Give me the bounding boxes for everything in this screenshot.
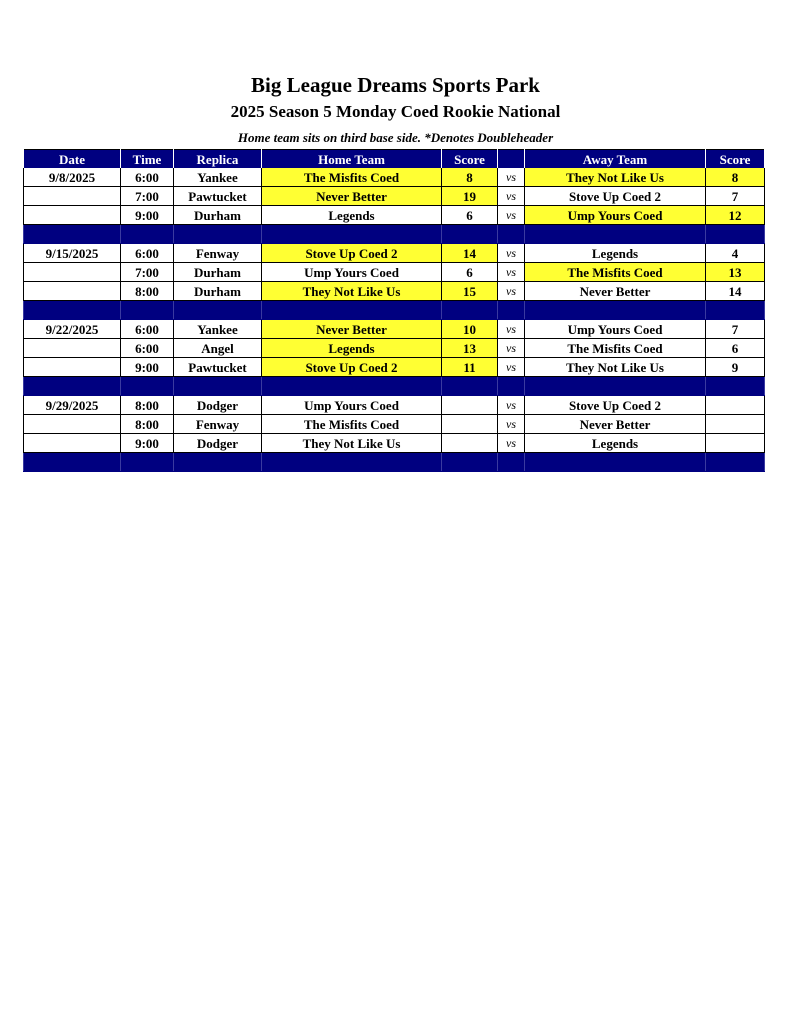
cell-home-team: Legends (262, 339, 442, 358)
cell-date (24, 187, 121, 206)
cell-home-team: Ump Yours Coed (262, 396, 442, 415)
cell-home-score: 19 (442, 187, 498, 206)
cell-vs: vs (498, 339, 525, 358)
separator-cell (525, 453, 706, 472)
cell-away-score: 12 (706, 206, 765, 225)
separator-cell (706, 225, 765, 244)
separator-cell (706, 301, 765, 320)
cell-date: 9/22/2025 (24, 320, 121, 339)
cell-time: 6:00 (121, 320, 174, 339)
separator-cell (442, 301, 498, 320)
cell-time: 8:00 (121, 396, 174, 415)
col-header-time: Time (121, 150, 174, 169)
cell-date (24, 415, 121, 434)
cell-date: 9/29/2025 (24, 396, 121, 415)
cell-replica: Durham (174, 206, 262, 225)
separator-cell (262, 301, 442, 320)
cell-time: 9:00 (121, 358, 174, 377)
cell-home-team: The Misfits Coed (262, 168, 442, 187)
cell-away-team: The Misfits Coed (525, 263, 706, 282)
separator-cell (706, 377, 765, 396)
separator-cell (442, 377, 498, 396)
cell-away-score: 14 (706, 282, 765, 301)
cell-vs: vs (498, 396, 525, 415)
cell-away-team: Never Better (525, 415, 706, 434)
col-header-date: Date (24, 150, 121, 169)
cell-vs: vs (498, 206, 525, 225)
table-row (24, 434, 765, 453)
cell-date (24, 282, 121, 301)
cell-time: 8:00 (121, 282, 174, 301)
cell-date: 9/15/2025 (24, 244, 121, 263)
separator-cell (24, 453, 121, 472)
cell-vs: vs (498, 244, 525, 263)
cell-home-team: Legends (262, 206, 442, 225)
cell-away-team: Legends (525, 244, 706, 263)
cell-home-score: 14 (442, 244, 498, 263)
cell-home-score (442, 415, 498, 434)
week-separator-row (24, 377, 765, 396)
table-row (24, 396, 765, 415)
week-separator-row (24, 225, 765, 244)
cell-home-team: They Not Like Us (262, 282, 442, 301)
cell-home-score (442, 396, 498, 415)
table-row (24, 187, 765, 206)
page-title: Big League Dreams Sports Park (251, 73, 540, 97)
cell-away-team: Ump Yours Coed (525, 320, 706, 339)
separator-cell (525, 301, 706, 320)
separator-cell (525, 225, 706, 244)
separator-cell (121, 453, 174, 472)
separator-cell (498, 377, 525, 396)
cell-away-score: 13 (706, 263, 765, 282)
cell-away-score: 7 (706, 187, 765, 206)
col-header-away-team: Away Team (525, 150, 706, 169)
cell-home-score: 15 (442, 282, 498, 301)
col-header-replica: Replica (174, 150, 262, 169)
col-header-vs (498, 150, 525, 169)
separator-cell (498, 301, 525, 320)
cell-home-team: Never Better (262, 187, 442, 206)
separator-cell (24, 301, 121, 320)
cell-home-score: 11 (442, 358, 498, 377)
cell-vs: vs (498, 320, 525, 339)
cell-date (24, 358, 121, 377)
cell-replica: Yankee (174, 320, 262, 339)
cell-time: 6:00 (121, 244, 174, 263)
cell-time: 7:00 (121, 263, 174, 282)
cell-away-score (706, 434, 765, 453)
table-row (24, 168, 765, 187)
cell-replica: Yankee (174, 168, 262, 187)
cell-replica: Fenway (174, 244, 262, 263)
cell-away-score (706, 415, 765, 434)
separator-cell (706, 453, 765, 472)
cell-time: 7:00 (121, 187, 174, 206)
cell-home-team: They Not Like Us (262, 434, 442, 453)
schedule-table (23, 149, 765, 472)
schedule-body (24, 168, 765, 472)
separator-cell (442, 225, 498, 244)
cell-replica: Durham (174, 263, 262, 282)
separator-cell (121, 225, 174, 244)
col-header-home-score: Score (442, 150, 498, 169)
cell-away-score: 9 (706, 358, 765, 377)
cell-away-score (706, 396, 765, 415)
table-row (24, 415, 765, 434)
cell-time: 6:00 (121, 168, 174, 187)
cell-date (24, 263, 121, 282)
cell-away-team: Legends (525, 434, 706, 453)
cell-time: 9:00 (121, 206, 174, 225)
cell-replica: Pawtucket (174, 187, 262, 206)
cell-date (24, 434, 121, 453)
cell-home-score: 13 (442, 339, 498, 358)
separator-cell (262, 453, 442, 472)
separator-cell (121, 377, 174, 396)
cell-home-score: 10 (442, 320, 498, 339)
separator-cell (121, 301, 174, 320)
cell-home-score: 6 (442, 206, 498, 225)
cell-away-score: 7 (706, 320, 765, 339)
table-row (24, 320, 765, 339)
col-header-away-score: Score (706, 150, 765, 169)
separator-cell (174, 225, 262, 244)
table-row (24, 358, 765, 377)
cell-away-team: They Not Like Us (525, 168, 706, 187)
cell-time: 8:00 (121, 415, 174, 434)
col-header-home-team: Home Team (262, 150, 442, 169)
cell-replica: Dodger (174, 434, 262, 453)
cell-away-team: Ump Yours Coed (525, 206, 706, 225)
cell-away-team: The Misfits Coed (525, 339, 706, 358)
cell-vs: vs (498, 187, 525, 206)
cell-replica: Pawtucket (174, 358, 262, 377)
cell-replica: Durham (174, 282, 262, 301)
week-separator-row (24, 301, 765, 320)
cell-date (24, 206, 121, 225)
cell-home-score: 8 (442, 168, 498, 187)
table-row (24, 282, 765, 301)
cell-home-score (442, 434, 498, 453)
cell-replica: Fenway (174, 415, 262, 434)
table-header-row (24, 150, 765, 169)
cell-home-team: Stove Up Coed 2 (262, 244, 442, 263)
table-row (24, 263, 765, 282)
cell-away-team: They Not Like Us (525, 358, 706, 377)
cell-away-score: 4 (706, 244, 765, 263)
separator-cell (262, 225, 442, 244)
cell-time: 9:00 (121, 434, 174, 453)
cell-replica: Angel (174, 339, 262, 358)
cell-vs: vs (498, 282, 525, 301)
page-subtitle: 2025 Season 5 Monday Coed Rookie National (230, 102, 561, 121)
table-row (24, 244, 765, 263)
separator-cell (442, 453, 498, 472)
cell-vs: vs (498, 415, 525, 434)
cell-home-team: Stove Up Coed 2 (262, 358, 442, 377)
separator-cell (24, 377, 121, 396)
cell-away-score: 8 (706, 168, 765, 187)
cell-time: 6:00 (121, 339, 174, 358)
separator-cell (498, 225, 525, 244)
separator-cell (174, 377, 262, 396)
cell-vs: vs (498, 434, 525, 453)
cell-away-team: Stove Up Coed 2 (525, 396, 706, 415)
cell-home-score: 6 (442, 263, 498, 282)
separator-cell (262, 377, 442, 396)
table-row (24, 206, 765, 225)
week-separator-row (24, 453, 765, 472)
cell-vs: vs (498, 168, 525, 187)
cell-away-score: 6 (706, 339, 765, 358)
separator-cell (174, 453, 262, 472)
cell-away-team: Never Better (525, 282, 706, 301)
cell-vs: vs (498, 263, 525, 282)
table-row (24, 339, 765, 358)
cell-home-team: Never Better (262, 320, 442, 339)
schedule-note: Home team sits on third base side. *Denotes Doubleheader (237, 130, 554, 145)
separator-cell (525, 377, 706, 396)
cell-vs: vs (498, 358, 525, 377)
cell-home-team: Ump Yours Coed (262, 263, 442, 282)
cell-replica: Dodger (174, 396, 262, 415)
separator-cell (498, 453, 525, 472)
separator-cell (24, 225, 121, 244)
cell-home-team: The Misfits Coed (262, 415, 442, 434)
cell-date (24, 339, 121, 358)
cell-away-team: Stove Up Coed 2 (525, 187, 706, 206)
separator-cell (174, 301, 262, 320)
cell-date: 9/8/2025 (24, 168, 121, 187)
